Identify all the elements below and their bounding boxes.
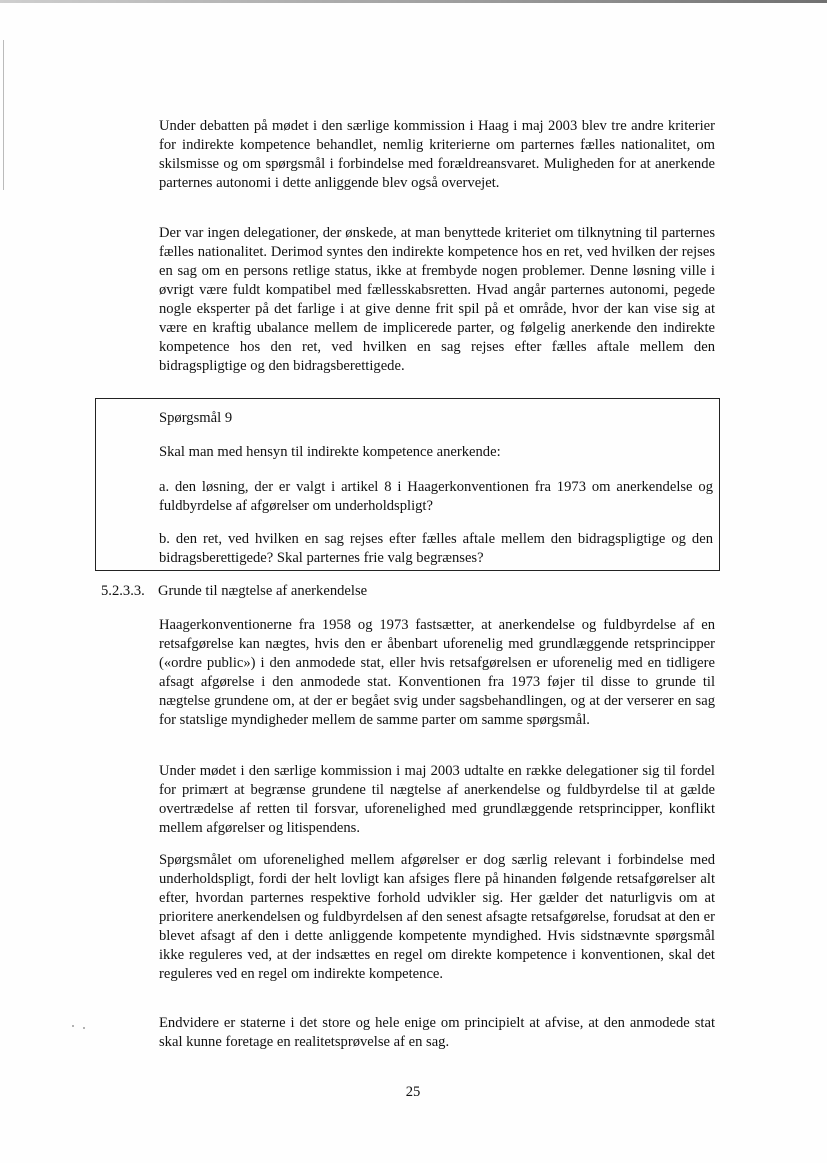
scan-edge-left	[3, 40, 4, 190]
paragraph-may-2003-meeting: Under mødet i den særlige kommission i maj 2003 udtalte en række delegationer sig til fordel for primært at begrænse grundene til nægtelse af anerkendelse og fuldbyrdelse til at gælde overtrædelse af retten til forsvar, uforenelighed med grundlæggende retsprincipper, konflikt mellem afgørelser og litispendens.	[159, 763, 715, 836]
section-title: Grunde til nægtelse af anerkendelse	[158, 583, 368, 599]
question-intro: Skal man med hensyn til indirekte kompetence anerkende:	[159, 444, 501, 460]
question-title: Spørgsmål 9	[159, 410, 233, 426]
scan-speck	[72, 1025, 74, 1027]
paragraph-incompatibility: Spørgsmålet om uforenelighed mellem afgørelser er dog særlig relevant i forbindelse med underholdspligt, fordi der helt lovligt kan afsiges flere på hinanden følgende retsafgørelser alt efter, hvordan parternes respektive forhold udvikler sig. Her gælder det naturligvis om at prioritere anerkendelsen og fuldbyrdelsen af den senest afsagte retsafgørelse, forudsat at den er blevet afsagt af den i dette anliggende kompetente myndighed. Hvis sidstnævnte spørgsmål ikke reguleres ved, at der indsættes en regel om direkte kompetence i konventionen, skal det reguleres ved en regel om indirekte kompetence.	[159, 852, 715, 982]
section-number: 5.2.3.3.	[101, 583, 145, 599]
question-option-b: b. den ret, ved hvilken en sag rejses efter fælles aftale mellem den bidragspligtige og den bidragsberettigede? Skal parternes frie valg begrænses?	[159, 531, 713, 566]
section-heading	[101, 582, 367, 601]
question-option-a: a. den løsning, der er valgt i artikel 8 i Haagerkonventionen fra 1973 om anerkendelse og fuldbyrdelse af afgørelser om underholdspligt?	[159, 479, 713, 514]
question-box	[95, 398, 720, 571]
paragraph-review-of-merits: Endvidere er staterne i det store og hele enige om principielt at afvise, at den anmodede stat skal kunne foretage en realitetsprøvelse af en sag.	[159, 1015, 715, 1050]
scan-edge-top	[0, 0, 827, 3]
paragraph-hague-conventions: Haagerkonventionerne fra 1958 og 1973 fastsætter, at anerkendelse og fuldbyrdelse af en retsafgørelse kan nægtes, hvis den er åbenbart uforenelig med grundlæggende retsprincipper («ordre public») i den anmodede stat, eller hvis retsafgørelsen er uforenelig med en tidligere afsagt afgørelse i den anmodede stat. Konventionen fra 1973 føjer til disse to grunde til nægtelse grundene om, at der er begået svig under sagsbehandlingen, og at der verserer en sag for statslige myndigheder mellem de samme parter om samme spørgsmål.	[159, 617, 715, 728]
page-number: 25	[405, 1084, 421, 1100]
scan-speck	[83, 1027, 85, 1029]
paragraph-commission-criteria: Under debatten på mødet i den særlige kommission i Haag i maj 2003 blev tre andre kriterier for indirekte kompetence behandlet, nemlig kriterierne om parternes fælles nationalitet, om skilsmisse og om spørgsmål i forbindelse med forældreansvaret. Muligheden for at anerkende parternes autonomi i dette anliggende blev også overvejet.	[159, 118, 715, 191]
paragraph-delegations-nationality: Der var ingen delegationer, der ønskede, at man benyttede kriteriet om tilknytning til parternes fælles nationalitet. Derimod syntes den indirekte kompetence hos en ret, ved hvilken der rejses en sag om en persons retlige status, ikke at frembyde nogen problemer. Denne løsning ville i øvrigt være fuldt kompatibel med fællesskabsretten. Hvad angår parternes autonomi, pegede nogle eksperter på det farlige i at give denne frit spil på et område, hvor der kan vise sig at være en kraftig ubalance mellem de implicerede parter, og følgelig anerkende den indirekte kompetence hos den ret, ved hvilken en sag rejses efter fælles aftale mellem den bidragspligtige og den bidragsberettigede.	[159, 225, 715, 374]
